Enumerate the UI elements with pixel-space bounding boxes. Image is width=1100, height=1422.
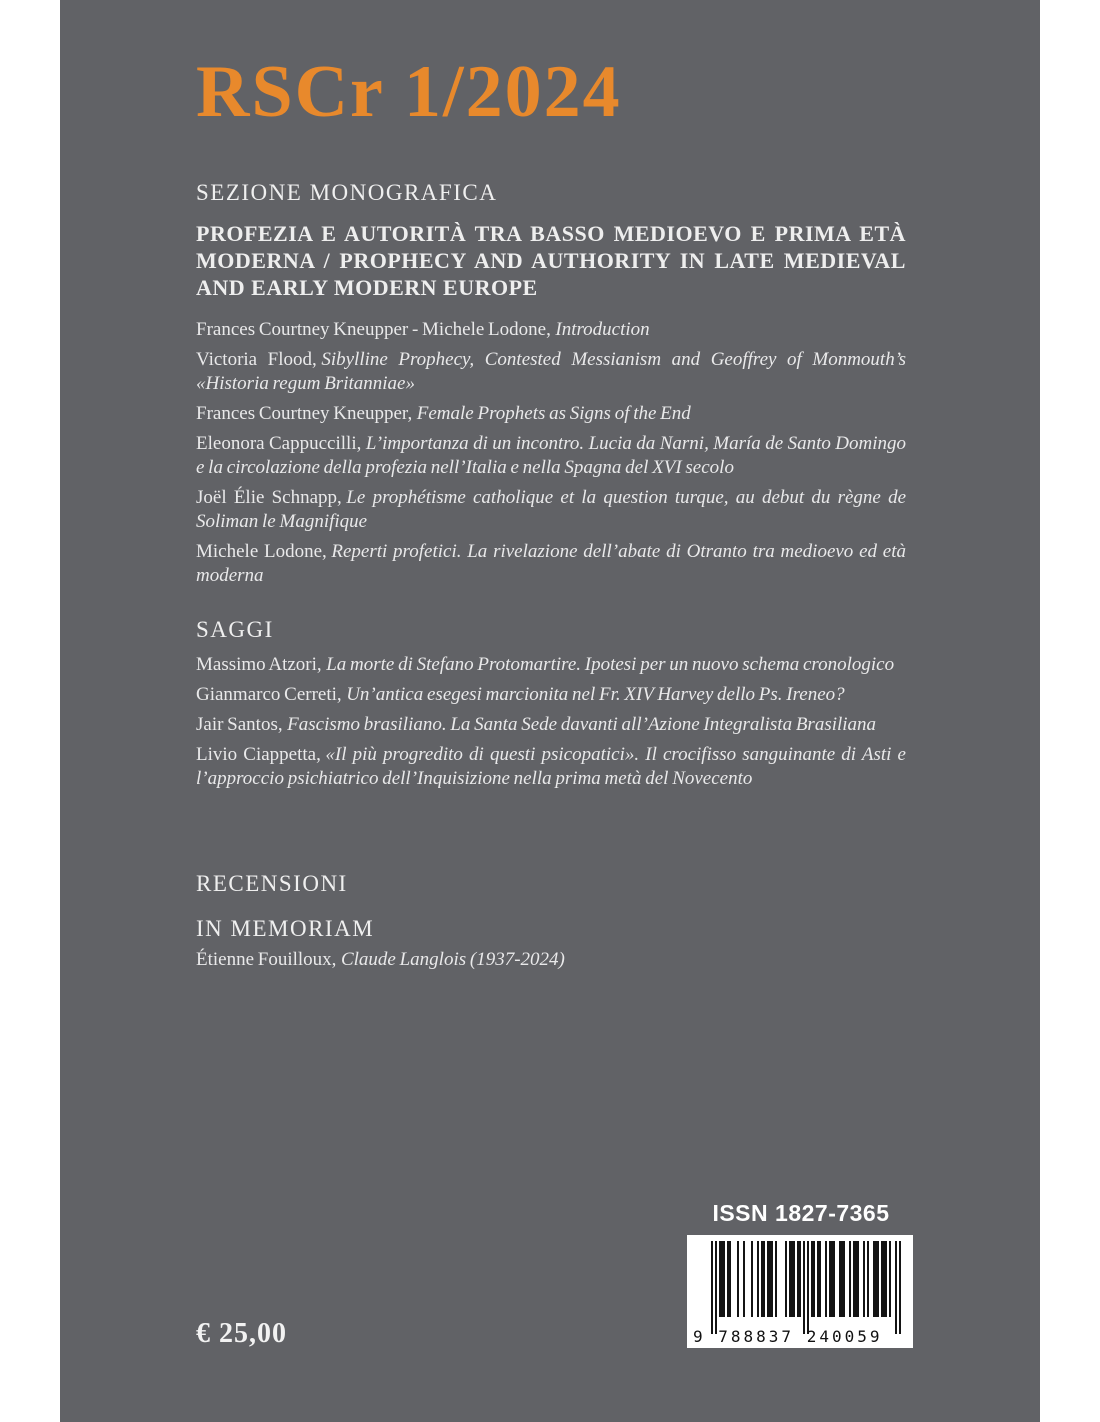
entry-title: Introduction bbox=[555, 319, 650, 340]
issn-label: ISSN 1827-7365 bbox=[712, 1200, 890, 1226]
barcode-number: 9 788837 240059 bbox=[693, 1327, 883, 1346]
entry-title: Female Prophets as Signs of the End bbox=[416, 403, 691, 424]
entry-author: Eleonora Cappuccilli, bbox=[196, 433, 362, 454]
section-label-saggi: SAGGI bbox=[196, 617, 274, 642]
toc-entry bbox=[196, 653, 906, 677]
toc-entry bbox=[196, 318, 906, 342]
entry-title: La morte di Stefano Protomartire. Ipotesi per un nuovo schema cronologico bbox=[326, 654, 895, 675]
toc-entry bbox=[196, 743, 906, 791]
toc-entry bbox=[196, 348, 906, 396]
toc-entry bbox=[196, 486, 906, 534]
entry-title: Le prophétisme catholique et la question turque, au debut du règne de Soliman le Magnifique bbox=[196, 487, 906, 532]
entry-title: Claude Langlois (1937-2024) bbox=[340, 949, 565, 970]
barcode-bars bbox=[711, 1241, 901, 1334]
monografica-entry-list bbox=[196, 318, 906, 594]
toc-entry bbox=[196, 432, 906, 480]
price-label: € 25,00 bbox=[196, 1318, 287, 1349]
entry-author: Victoria Flood, bbox=[196, 349, 317, 370]
section-label-recensioni: RECENSIONI bbox=[196, 871, 348, 896]
monografica-heading: PROFEZIA E AUTORITÀ TRA BASSO MEDIOEVO E PRIMA ETÀ MODERNA / PROPHECY AND AUTHORITY IN LATE MEDIEVAL AND EARLY MODERN EUROPE bbox=[196, 221, 906, 300]
toc-entry bbox=[196, 948, 906, 972]
entry-author: Gianmarco Cerreti, bbox=[196, 684, 342, 705]
entry-author: Étienne Fouilloux, bbox=[196, 949, 337, 970]
entry-title: Sibylline Prophecy, Contested Messianism and Geoffrey of Monmouth’s «Historia regum Britanniae» bbox=[196, 349, 906, 394]
entry-author: Frances Courtney Kneupper - Michele Lodone, bbox=[196, 319, 551, 340]
entry-author: Joël Élie Schnapp, bbox=[196, 487, 342, 508]
entry-author: Massimo Atzori, bbox=[196, 654, 322, 675]
entry-title: «Il più progredito di questi psicopatici». Il crocifisso sanguinante di Asti e l’approccio psichiatrico dell’Inquisizione nella prima metà del Novecento bbox=[196, 744, 906, 789]
entry-author: Livio Ciappetta, bbox=[196, 744, 321, 765]
journal-title: RSCr 1/2024 bbox=[196, 51, 622, 133]
entry-author: Jair Santos, bbox=[196, 714, 283, 735]
toc-entry bbox=[196, 402, 906, 426]
toc-entry bbox=[196, 713, 906, 737]
cover-panel bbox=[60, 0, 1040, 1422]
barcode bbox=[687, 1235, 913, 1348]
entry-title: L’importanza di un incontro. Lucia da Narni, María de Santo Domingo e la circolazione della profezia nell’Italia e nella Spagna del XVI secolo bbox=[196, 433, 906, 478]
section-label-monografica: SEZIONE MONOGRAFICA bbox=[196, 180, 498, 205]
entry-author: Michele Lodone, bbox=[196, 541, 327, 562]
toc-entry bbox=[196, 540, 906, 588]
entry-title: Fascismo brasiliano. La Santa Sede davanti all’Azione Integralista Brasiliana bbox=[287, 714, 877, 735]
entry-title: Un’antica esegesi marcionita nel Fr. XIV Harvey dello Ps. Ireneo? bbox=[346, 684, 845, 705]
in-memoriam-entry-list bbox=[196, 948, 906, 978]
section-label-in-memoriam: IN MEMORIAM bbox=[196, 916, 375, 941]
entry-title: Reperti profetici. La rivelazione dell’abate di Otranto tra medioevo ed età moderna bbox=[196, 541, 906, 586]
entry-author: Frances Courtney Kneupper, bbox=[196, 403, 413, 424]
toc-entry bbox=[196, 683, 906, 707]
saggi-entry-list bbox=[196, 653, 906, 797]
